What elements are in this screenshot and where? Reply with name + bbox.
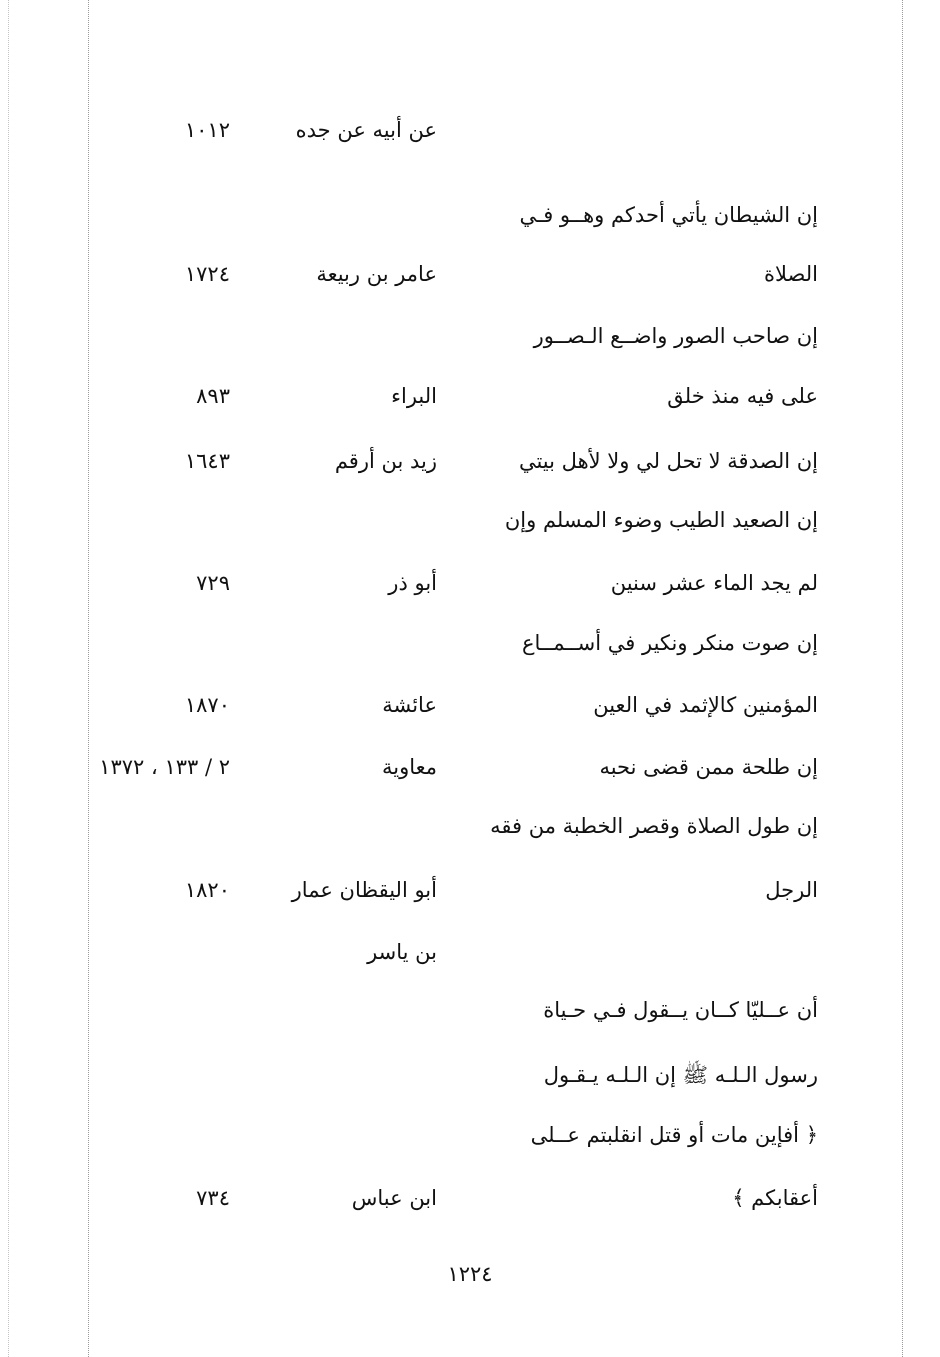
index-row xyxy=(0,932,940,972)
hadith-text: الصلاة xyxy=(764,262,818,286)
index-row xyxy=(0,806,940,846)
index-row xyxy=(0,110,940,150)
hadith-reference: ١٦٤٣ xyxy=(184,449,230,473)
hadith-text: إن الشيطان يأتي أحدكم وهــو فـي xyxy=(519,203,818,227)
index-row xyxy=(0,1115,940,1155)
narrator-name: البراء xyxy=(391,384,437,408)
index-row xyxy=(0,1178,940,1218)
hadith-reference: ٢ / ١٣٣ ، ١٣٧٢ xyxy=(99,755,230,779)
index-row xyxy=(0,195,940,235)
hadith-text: أعقابكم ﴾ xyxy=(732,1186,818,1210)
index-row xyxy=(0,376,940,416)
index-row xyxy=(0,747,940,787)
hadith-text: إن الصعيد الطيب وضوء المسلم وإن xyxy=(504,508,818,532)
narrator-name: عامر بن ربيعة xyxy=(316,262,437,286)
index-row xyxy=(0,563,940,603)
hadith-reference: ٧٢٩ xyxy=(196,571,230,595)
index-row xyxy=(0,254,940,294)
hadith-text: إن صاحب الصور واضــع الـصــور xyxy=(533,324,818,348)
hadith-text: إن الصدقة لا تحل لي ولا لأهل بيتي xyxy=(518,449,818,473)
hadith-text: رسول الـلـه ﷺ إن الـلـه يـقـول xyxy=(543,1063,818,1087)
hadith-text: الرجل xyxy=(765,878,818,902)
index-row xyxy=(0,500,940,540)
narrator-name: عائشة xyxy=(382,693,437,717)
index-row xyxy=(0,1055,940,1095)
hadith-text: على فيه منذ خلق xyxy=(667,384,818,408)
narrator-name: معاوية xyxy=(381,755,437,779)
hadith-text: إن طول الصلاة وقصر الخطبة من فقه xyxy=(490,814,818,838)
hadith-reference: ١٠١٢ xyxy=(184,118,230,142)
hadith-text: المؤمنين كالإثمد في العين xyxy=(593,693,818,717)
page-number: ١٢٢٤ xyxy=(447,1262,493,1286)
hadith-reference: ١٨٧٠ xyxy=(184,693,230,717)
index-row xyxy=(0,870,940,910)
hadith-text: إن صوت منكر ونكير في أســمــاع xyxy=(521,631,818,655)
narrator-name: ابن عباس xyxy=(351,1186,437,1210)
index-row xyxy=(0,623,940,663)
hadith-text: لم يجد الماء عشر سنين xyxy=(610,571,818,595)
narrator-name: أبو ذر xyxy=(388,571,437,595)
hadith-reference: ١٨٢٠ xyxy=(184,878,230,902)
index-row xyxy=(0,441,940,481)
index-row xyxy=(0,685,940,725)
hadith-reference: ٧٣٤ xyxy=(196,1186,230,1210)
narrator-name: عن أبيه عن جده xyxy=(295,118,437,142)
hadith-text: ﴿ أفإين مات أو قتل انقلبتم عــلى xyxy=(530,1123,818,1147)
hadith-text: أن عــليّا كــان يــقول فـي حـياة xyxy=(543,998,818,1022)
narrator-name: زيد بن أرقم xyxy=(334,449,437,473)
index-row xyxy=(0,990,940,1030)
narrator-name: أبو اليقظان عمار xyxy=(291,878,437,902)
hadith-reference: ١٧٢٤ xyxy=(184,262,230,286)
hadith-text: إن طلحة ممن قضى نحبه xyxy=(599,755,818,779)
index-row xyxy=(0,316,940,356)
hadith-reference: ٨٩٣ xyxy=(196,384,230,408)
narrator-name: بن ياسر xyxy=(367,940,437,964)
